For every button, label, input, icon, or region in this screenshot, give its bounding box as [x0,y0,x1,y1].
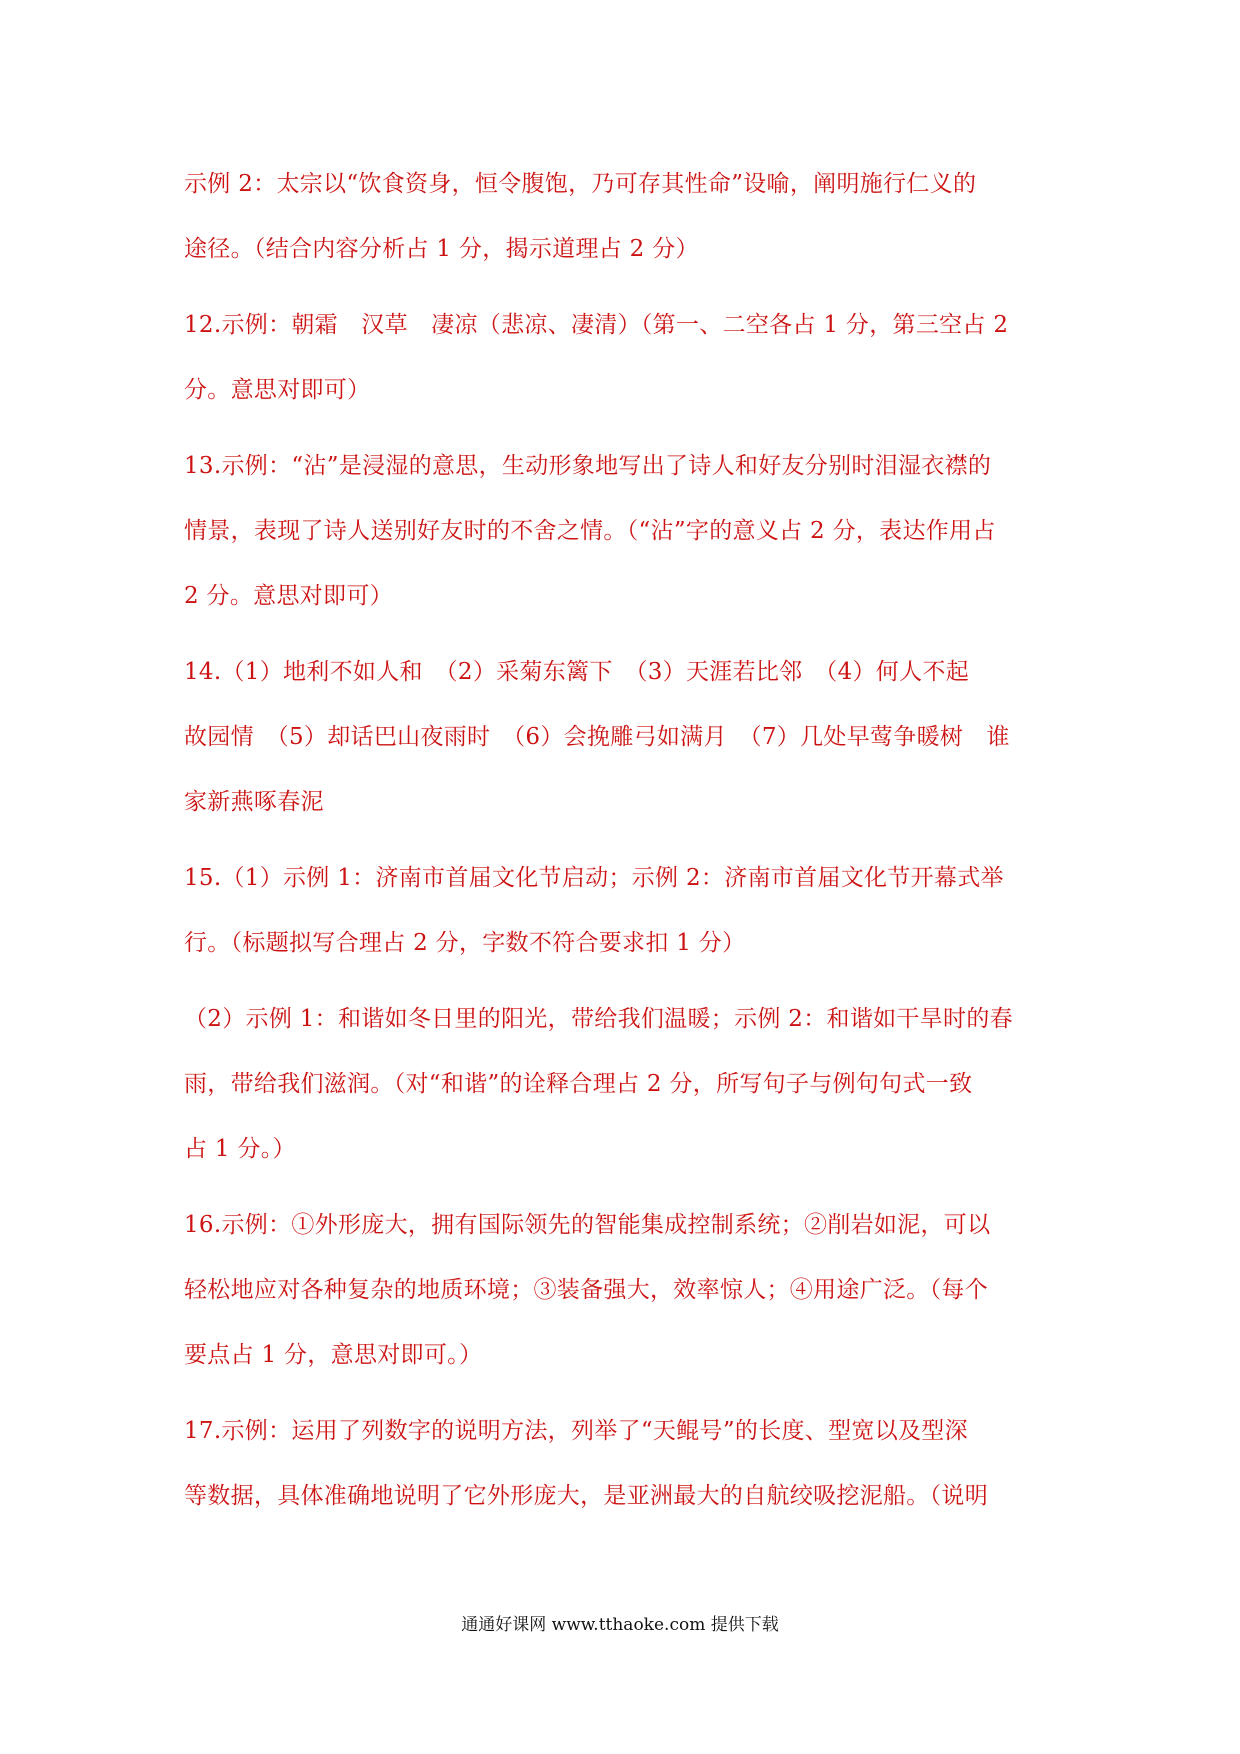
text-line: 2 分。意思对即可） [184,583,393,609]
text-line: 要点占 1 分，意思对即可。） [184,1342,483,1368]
text-line: 16.示例：①外形庞大，拥有国际领先的智能集成控制系统；②削岩如泥，可以 [184,1212,991,1238]
text-line: 雨，带给我们滋润。（对“和谐”的诠释合理占 2 分，所写句子与例句句式一致 [184,1071,973,1097]
text-line: 示例 2：太宗以“饮食资身，恒令腹饱，乃可存其性命”设喻，阐明施行仁义的 [184,171,977,197]
text-line: 17.示例：运用了列数字的说明方法，列举了“天鲲号”的长度、型宽以及型深 [184,1418,968,1444]
text-line: 轻松地应对各种复杂的地质环境；③装备强大，效率惊人；④用途广泛。（每个 [184,1277,988,1303]
answer-item-15-part-1 [184,846,1064,976]
answer-item-14 [184,640,1064,835]
text-line: 分。意思对即可） [184,377,371,403]
text-line: （2）示例 1：和谐如冬日里的阳光，带给我们温暖；示例 2：和谐如干旱时的春 [184,1006,1013,1032]
answer-content [184,152,1064,1540]
text-line: 14.（1）地利不如人和 （2）采菊东篱下 （3）天涯若比邻 （4）何人不起 [184,659,970,685]
text-line: 等数据，具体准确地说明了它外形庞大，是亚洲最大的自航绞吸挖泥船。（说明 [184,1483,988,1509]
text-line: 情景，表现了诗人送别好友时的不舍之情。（“沾”字的意义占 2 分，表达作用占 [184,518,996,544]
text-line: 13.示例：“沾”是浸湿的意思，生动形象地写出了诗人和好友分别时泪湿衣襟的 [184,453,992,479]
answer-item-17 [184,1399,1064,1529]
answer-item-12 [184,293,1064,423]
text-line: 故园情 （5）却话巴山夜雨时 （6）会挽雕弓如满月 （7）几处早莺争暖树 谁 [184,724,1010,750]
answer-item-11-example-2 [184,152,1064,282]
text-line: 12.示例：朝霜 汉草 凄凉（悲凉、凄清）（第一、二空各占 1 分，第三空占 2 [184,312,1009,338]
answer-item-15-part-2 [184,987,1064,1182]
page-footer: 通通好课网 www.tthaoke.com 提供下载 [461,1615,779,1635]
text-line: 行。（标题拟写合理占 2 分，字数不符合要求扣 1 分） [184,930,746,956]
answer-item-16 [184,1193,1064,1388]
answer-item-13 [184,434,1064,629]
text-line: 途径。（结合内容分析占 1 分，揭示道理占 2 分） [184,236,699,262]
text-line: 15.（1）示例 1：济南市首届文化节启动；示例 2：济南市首届文化节开幕式举 [184,865,1004,891]
text-line: 家新燕啄春泥 [184,789,324,815]
text-line: 占 1 分。） [184,1136,296,1162]
